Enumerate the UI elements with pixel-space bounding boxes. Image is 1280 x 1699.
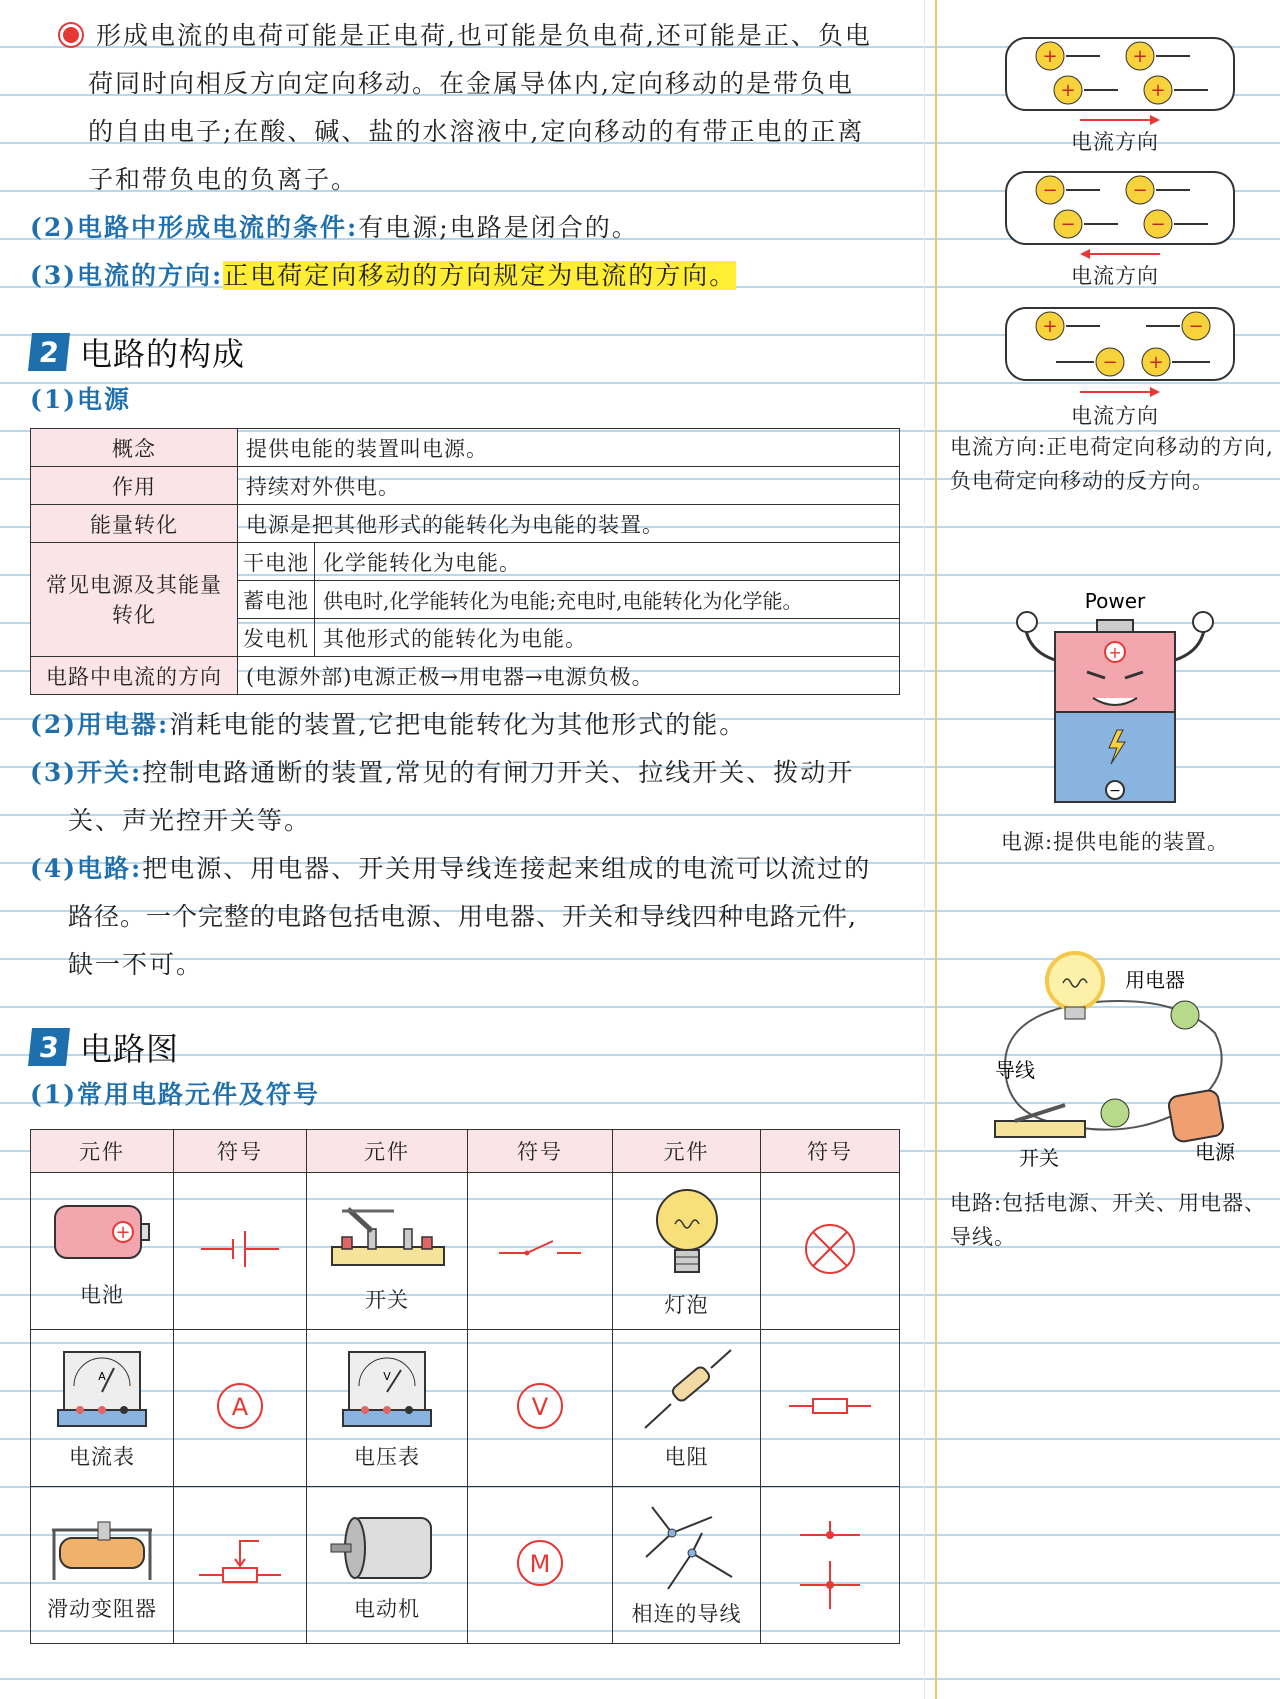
column-header: 符号 [761,1130,900,1173]
source-conversion: 其他形式的能转化为电能。 [315,619,900,657]
column-header: 元件 [613,1130,761,1173]
circuit-text-3: 缺一不可。 [68,950,204,979]
knife-switch-picture [322,1189,452,1279]
current-direction-note: 电流方向:正电荷定向移动的方向,负电荷定向移动的反方向。 [950,435,1274,493]
circuit-text: 把电源、用电器、开关用导线连接起来组成的电流可以流过的 [142,854,872,883]
symbol-motor [468,1487,613,1644]
minus-sign: − [1060,214,1076,235]
mixed-charge-diagram [1000,298,1240,398]
bullet-icon [60,24,82,46]
row-label: 电路中电流的方向 [31,657,238,695]
symbol-letter: V [531,1392,549,1421]
section-number: 2 [28,333,70,371]
bulb-picture [647,1184,727,1284]
plus-sign: + [1150,80,1166,101]
ammeter-symbol-icon [210,1376,270,1436]
margin-line [924,0,925,1699]
section-number: 3 [28,1028,70,1066]
plus-sign: + [1132,46,1148,67]
bullet-line-3: 的自由电子;在酸、碱、盐的水溶液中,定向移动的有带正电的正离 [88,117,865,146]
symbol-letter: M [529,1549,551,1578]
direction-text-highlighted: 正电荷定向移动的方向规定为电流的方向。 [223,261,737,290]
rheostat-picture [42,1508,162,1588]
battery-caption: 电源:提供电能的装置。 [1000,830,1230,854]
battery-symbol-icon [195,1229,285,1269]
negative-charge-diagram [1000,162,1240,262]
margin-rule [935,0,937,1699]
circuit-label: (4)电路: [30,854,143,883]
motor-picture [327,1508,447,1588]
section-title: 电路图 [80,1030,180,1068]
component-switch [307,1173,468,1330]
battery-picture [47,1194,157,1274]
component-label: 滑动变阻器 [47,1596,157,1621]
row-value: (电源外部)电源正极→用电器→电源负极。 [238,657,900,695]
switch-label: (3)开关: [30,758,143,787]
appliance-item [30,701,910,749]
switch-item [30,749,910,845]
row-label: 能量转化 [31,505,238,543]
plus-sign: + [115,1221,131,1243]
component-bulb [613,1173,761,1330]
appliance-label: 用电器 [1125,968,1185,992]
symbol-battery [174,1173,307,1330]
row-value: 持续对外供电。 [238,467,900,505]
circuit-cartoon [975,945,1245,1175]
component-label: 相连的导线 [631,1601,742,1626]
switch-symbol-icon [495,1229,585,1269]
source-label: 电源 [1195,1140,1235,1164]
table-row [31,657,900,695]
main-column [30,14,910,1644]
resistor-symbol-icon [785,1391,875,1421]
power-source-label: (1)电源 [30,385,132,414]
row-label: 概念 [31,429,238,467]
symbol-rheostat [174,1487,307,1644]
component-label: 电动机 [354,1596,420,1621]
column-header: 元件 [31,1130,174,1173]
column-header: 符号 [468,1130,613,1173]
plus-sign: + [1042,46,1058,67]
connected-wires-picture [632,1503,742,1593]
component-label: 电阻 [664,1444,709,1469]
table-header-row [31,1130,900,1173]
circuit-note: 电路:包括电源、开关、用电器、导线。 [950,1191,1267,1249]
table-row [31,543,900,581]
power-label: Power [1084,590,1146,613]
component-rheostat [31,1487,174,1644]
current-direction-caption: 电流方向 [1071,404,1159,428]
component-motor [307,1487,468,1644]
table-row [31,1330,900,1487]
row-value: 电源是把其他形式的能转化为电能的装置。 [238,505,900,543]
source-conversion: 供电时,化学能转化为电能;充电时,电能转化为化学能。 [315,581,900,619]
intro-bullet [30,12,910,204]
section-title: 电路的构成 [80,335,246,373]
meter-letter: A [98,1369,106,1383]
table-row [31,467,900,505]
voltmeter-symbol-icon [510,1376,570,1436]
circuit-item [30,845,910,989]
lamp-symbol-icon [800,1219,860,1279]
plus-sign: + [1148,352,1164,373]
junction-symbol-icon [790,1513,870,1613]
meter-letter: V [383,1369,391,1383]
switch-text: 控制电路通断的装置,常见的有闸刀开关、拉线开关、拨动开 [142,758,855,787]
switch-text-2: 关、声光控开关等。 [68,806,312,835]
table-row [31,505,900,543]
minus-sign: − [1042,180,1058,201]
symbol-connected-wires [761,1487,900,1644]
current-direction-caption: 电流方向 [1071,264,1159,288]
circuit-text-2: 路径。一个完整的电路包括电源、用电器、开关和导线四种电路元件, [68,902,857,931]
component-battery [31,1173,174,1330]
motor-symbol-icon [510,1533,570,1593]
condition-text: 有电源;电路是闭合的。 [358,213,639,242]
component-connected-wires [613,1487,761,1644]
table-row [31,429,900,467]
component-label: 开关 [365,1287,409,1312]
component-voltmeter [307,1330,468,1487]
minus-sign: − [1150,214,1166,235]
component-label: 灯泡 [664,1292,709,1317]
symbol-ammeter [174,1330,307,1487]
row-value: 提供电能的装置叫电源。 [238,429,900,467]
components-table [30,1129,900,1644]
component-ammeter [31,1330,174,1487]
rheostat-symbol-icon [195,1533,285,1593]
column-header: 元件 [307,1130,468,1173]
component-label: 电流表 [69,1444,135,1469]
battery-cartoon [1005,590,1225,820]
source-name: 蓄电池 [238,581,315,619]
source-name: 发电机 [238,619,315,657]
plus-sign: + [1108,643,1122,662]
source-name: 干电池 [238,543,315,581]
plus-sign: + [1060,80,1076,101]
plus-sign: + [1042,316,1058,337]
table-row [31,1487,900,1644]
switch-label: 开关 [1019,1146,1059,1170]
symbol-resistor [761,1330,900,1487]
minus-sign: − [1132,180,1148,201]
current-direction-caption: 电流方向 [1071,130,1159,154]
component-label: 电压表 [354,1444,420,1469]
condition-label: (2)电路中形成电流的条件: [30,213,359,242]
components-label: (1)常用电路元件及符号 [30,1080,321,1109]
appliance-label: (2)用电器: [30,710,170,739]
column-header: 符号 [174,1130,307,1173]
wire-label: 导线 [995,1058,1035,1082]
row-label: 常见电源及其能量转化 [31,543,238,657]
symbol-bulb [761,1173,900,1330]
resistor-picture [637,1346,737,1436]
component-resistor [613,1330,761,1487]
symbol-voltmeter [468,1330,613,1487]
minus-sign: − [1188,316,1204,337]
current-direction [30,252,910,300]
bullet-line-1: 形成电流的电荷可能是正电荷,也可能是负电荷,还可能是正、负电 [96,21,872,50]
direction-label: (3)电流的方向: [30,261,224,290]
power-source-table [30,428,900,695]
bullet-line-4: 子和带负电的负离子。 [88,165,359,194]
voltmeter-picture [337,1346,437,1436]
symbol-letter: A [231,1392,249,1421]
appliance-text: 消耗电能的装置,它把电能转化为其他形式的能。 [169,710,747,739]
table-row [31,1173,900,1330]
component-label: 电池 [80,1282,124,1307]
minus-sign: − [1109,783,1121,799]
section-2-heading [30,328,910,376]
symbol-switch [468,1173,613,1330]
section-3-heading [30,1023,910,1071]
bullet-line-2: 荷同时向相反方向定向移动。在金属导体内,定向移动的是带负电 [88,69,854,98]
row-label: 作用 [31,467,238,505]
source-conversion: 化学能转化为电能。 [315,543,900,581]
positive-charge-diagram [1000,28,1240,128]
minus-sign: − [1102,352,1118,373]
ammeter-picture [52,1346,152,1436]
current-condition [30,204,910,252]
